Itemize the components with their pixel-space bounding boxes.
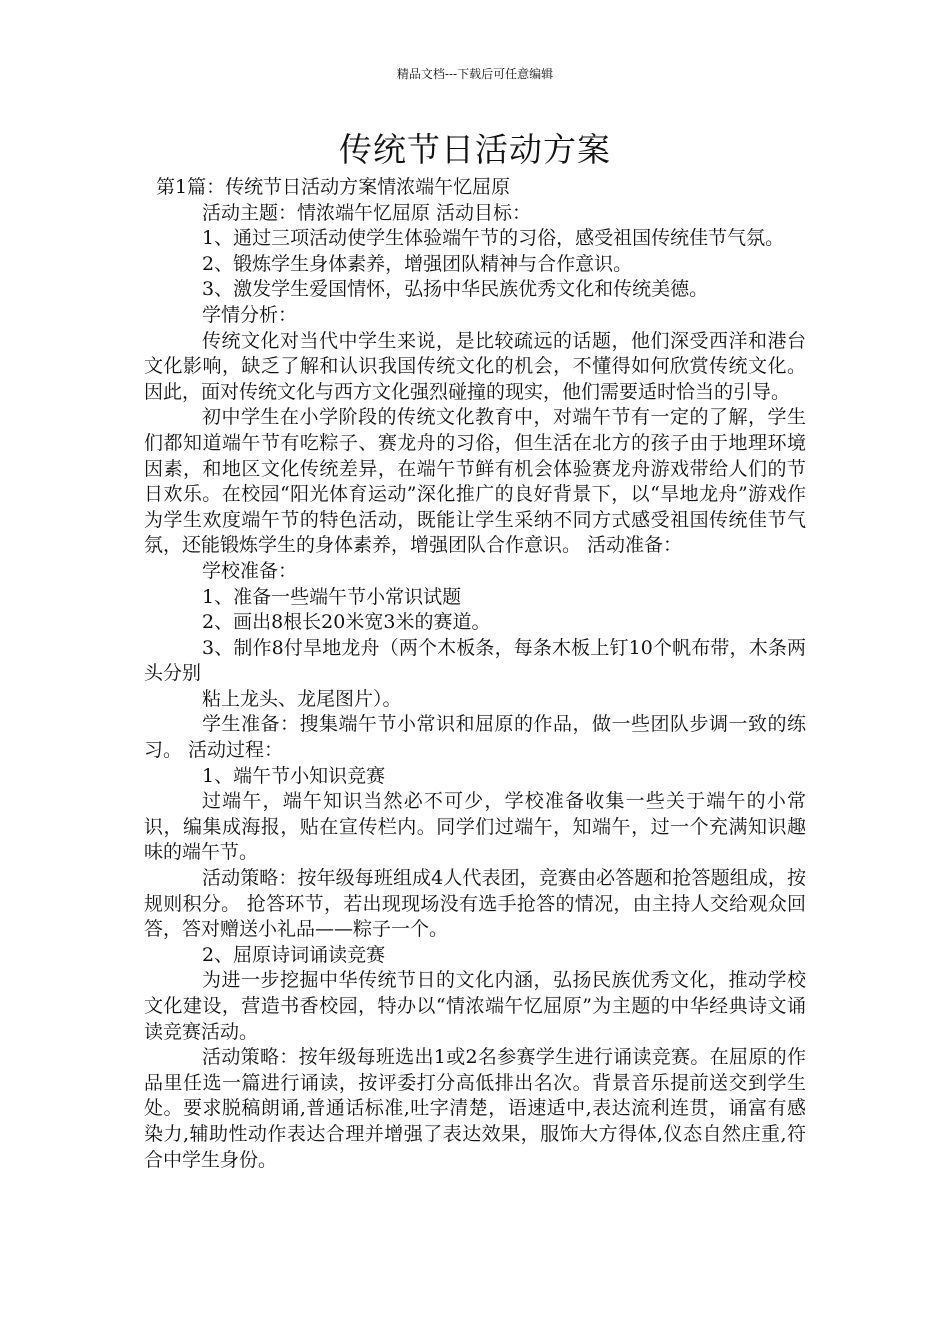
paragraph: 1、通过三项活动使学生体验端午节的习俗，感受祖国传统佳节气氛。 [202,227,785,250]
paragraph: 3、制作8付旱地龙舟（两个木板条，每条木板上钉10个帆布带，木条两头分别 [144,636,806,685]
paragraph: 2、屈原诗词诵读竞赛 [202,943,386,966]
paragraph: 过端午，端午知识当然必不可少，学校准备收集一些关于端午的小常识，编集成海报，贴在宣传栏内。同学们过端午，知端午，过一个充满知识趣味的端午节。 [144,790,806,864]
paragraph: 3、激发学生爱国情怀，弘扬中华民族优秀文化和传统美德。 [202,278,709,301]
paragraph: 活动策略：按年级每班选出1或2名参赛学生进行诵读竞赛。在屈原的作品里任选一篇进行诵读，按评委打分高低排出名次。背景音乐提前送交到学生处。要求脱稿朗诵,普通话标准,吐字清楚，语速适中,表达流利连贯，诵富有感染力,辅助性动作表达合理并增强了表达效果，服饰大方得体,仪态自然庄重,符合中学生身份。 [144,1046,806,1171]
paragraph: 学情分析： [202,303,298,326]
paragraph: 1、端午节小知识竞赛 [202,764,386,787]
paragraph: 学校准备： [202,559,298,582]
paragraph: 初中学生在小学阶段的传统文化教育中，对端午节有一定的了解，学生们都知道端午节有吃粽子、赛龙舟的习俗，但生活在北方的孩子由于地理环境因素，和地区文化传统差异，在端午节鲜有机会体验赛龙舟游戏带给人们的节日欢乐。在校园“阳光体育运动”深化推广的良好背景下，以“旱地龙舟”游戏作为学生欢度端午节的特色活动，既能让学生采纳不同方式感受祖国传统佳节气氛，还能锻炼学生的身体素养，增强团队合作意识。 活动准备： [144,406,806,557]
paragraph: 2、画出8根长20米宽3米的赛道。 [202,611,491,634]
paragraph: 活动主题：情浓端午忆屈原 活动目标： [202,201,532,224]
header-note: 精品文档---下载后可任意编辑 [396,67,554,81]
paragraph: 2、锻炼学生身体素养，增强团队精神与合作意识。 [202,252,633,275]
document-body [144,175,806,1173]
document-title: 传统节日活动方案 [339,130,611,169]
paragraph: 粘上龙头、龙尾图片）。 [202,687,402,710]
paragraph: 1、准备一些端午节小常识试题 [202,585,462,608]
paragraph: 第1篇：传统节日活动方案情浓端午忆屈原 [156,176,511,198]
paragraph: 学生准备：搜集端午节小常识和屈原的作品，做一些团队步调一致的练习。 活动过程： [144,713,806,762]
paragraph: 为进一步挖掘中华传统节日的文化内涵，弘扬民族优秀文化，推动学校文化建设，营造书香校园，特办以“情浓端午忆屈原”为主题的中华经典诗文诵读竞赛活动。 [144,969,806,1043]
paragraph: 活动策略：按年级每班组成4人代表团，竞赛由必答题和抢答题组成，按规则积分。 抢答环节，若出现现场没有选手抢答的情况，由主持人交给观众回答，答对赠送小礼品——粽子一个。 [144,867,806,941]
paragraph: 传统文化对当代中学生来说，是比较疏远的话题，他们深受西洋和港台文化影响，缺乏了解和认识我国传统文化的机会，不懂得如何欣赏传统文化。因此，面对传统文化与西方文化强烈碰撞的现实，他们需要适时恰当的引导。 [144,329,806,403]
